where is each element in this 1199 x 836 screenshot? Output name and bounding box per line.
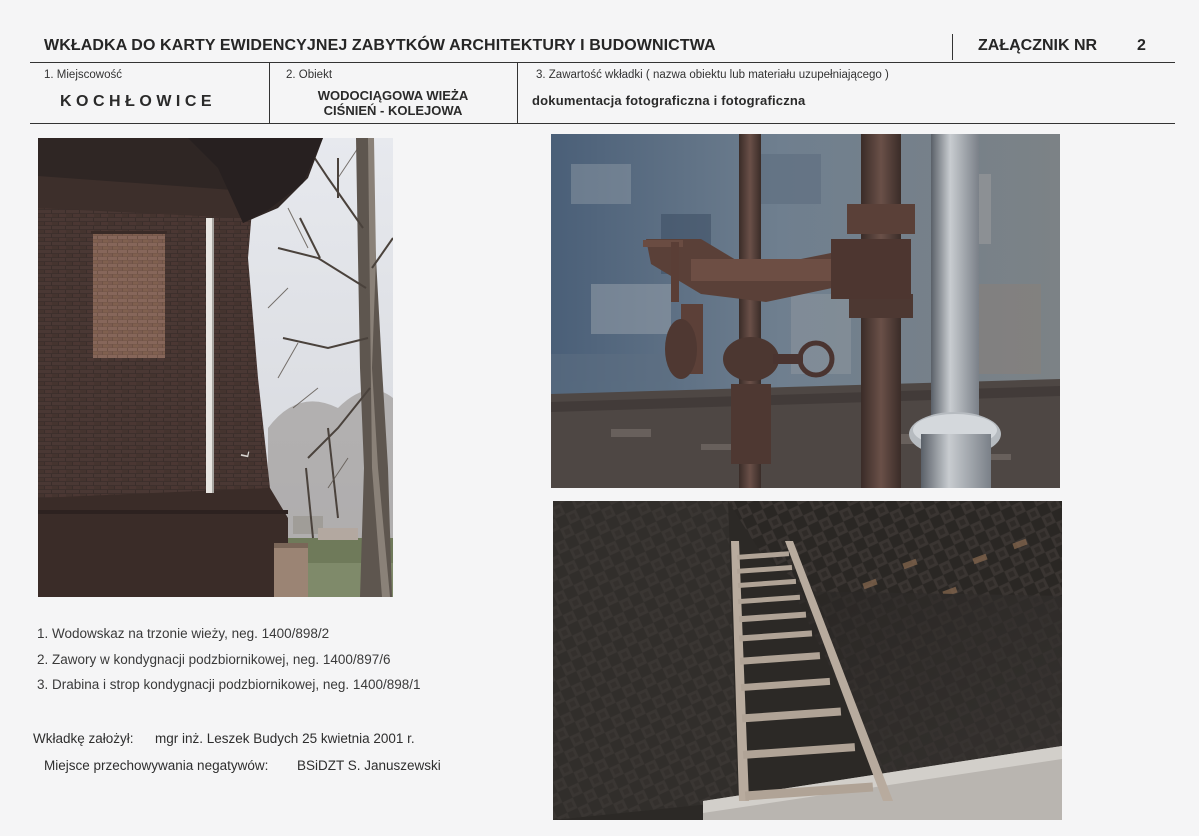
location-label: 1. Miejscowość	[44, 69, 122, 81]
field-divider	[269, 63, 270, 123]
object-label: 2. Obiekt	[286, 69, 333, 81]
negative-storage-label: Miejsce przechowywania negatywów:	[44, 758, 269, 773]
object-value-line2: CIŚNIEŃ - KOLEJOWA	[323, 103, 463, 118]
location-value: KOCHŁOWICE	[60, 93, 217, 110]
content-value: dokumentacja fotograficzna i fotograficzna	[532, 93, 806, 108]
attachment-number: 2	[1137, 37, 1146, 54]
document-title: WKŁADKA DO KARTY EWIDENCYJNEJ ZABYTKÓW ARCHITEKTURY I BUDOWNICTWA	[44, 37, 716, 54]
header-rule-top	[30, 62, 1175, 63]
caption-item: 3. Drabina i strop kondygnacji podzbiornikowej, neg. 1400/898/1	[37, 677, 421, 692]
header-divider	[952, 34, 953, 60]
field-divider	[517, 63, 518, 123]
valves-photo	[551, 134, 1060, 488]
created-by-label: Wkładkę założył:	[33, 731, 134, 746]
created-by-value: mgr inż. Leszek Budych 25 kwietnia 2001 r.	[155, 731, 415, 746]
header-rule-bottom	[30, 123, 1175, 124]
negative-storage-value: BSiDZT S. Januszewski	[297, 758, 441, 773]
caption-item: 1. Wodowskaz na trzonie wieży, neg. 1400/898/2	[37, 626, 330, 641]
caption-item: 2. Zawory w kondygnacji podzbiornikowej, neg. 1400/897/6	[37, 652, 391, 667]
tower-gauge-photo	[38, 138, 393, 597]
svg-text:L: L	[239, 449, 253, 459]
ladder-photo	[553, 501, 1062, 820]
object-value-line1: WODOCIĄGOWA WIEŻA	[317, 88, 469, 103]
attachment-label: ZAŁĄCZNIK NR	[978, 37, 1098, 54]
content-label: 3. Zawartość wkładki ( nazwa obiektu lub materiału uzupełniającego )	[536, 69, 889, 81]
object-value	[278, 88, 508, 118]
